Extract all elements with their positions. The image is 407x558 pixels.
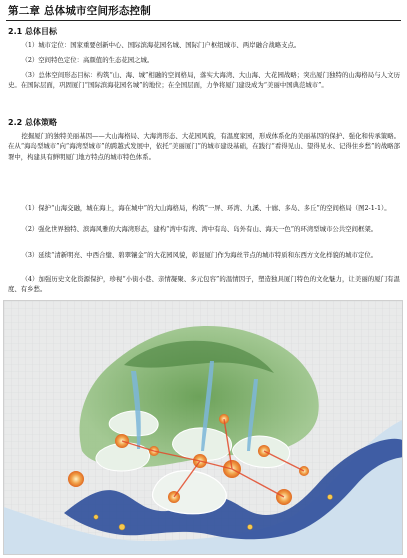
paragraph-spatial-positioning: （2）空间特色定位：高颜值的生态花园之城。 — [21, 56, 154, 64]
corridor-node — [68, 471, 84, 487]
paragraph-strategy-2: （2）强化世界独特、滨海风雅的大海湾形态，建构“湾中有湾、湾中有岛、岛外有山、海天一色”的环湾型城市公共空间框架。 — [21, 225, 378, 233]
map-graphic — [4, 301, 403, 555]
spatial-pattern-map — [3, 300, 403, 555]
chapter-header — [6, 4, 401, 21]
chapter-title: 第二章 总体城市空间形态控制 — [8, 5, 151, 17]
paragraph-city-positioning: （1）城市定位：国家重要创新中心、国际滨海花园名城、国际门户枢纽城市、两岸融合战略支点。 — [21, 41, 301, 49]
paragraph-strategy-1: （1）保护“山海交融，城在海上，海在城中”的大山海格局，构筑“一屏、环湾、九溪、十廊、多岛、多丘”的空间格局（图2-1-1）。 — [21, 204, 391, 212]
paragraph-spatial-goal: （3）总体空间形态目标：构筑“山、海、城”相融的空间格局，落实大海湾、大山海、大花园战略；突出厦门独特的山海格局与人文历史。在国际层面，巩固厦门“国际滨海花园名城”的地位；在全国层面，力争将厦门建设成为“美丽中国典范城市”。 — [8, 71, 400, 90]
paragraph-strategy-intro: 挖掘厦门的独特美丽基因——大山海格局、大海湾形态、大花园风貌，有温度家园，形成体系化的美丽基因的保护、强化和传承策略。在从“海岛型城市”向“海湾型城市”的跨越式发展中，依托“美丽厦门”的城市建设基础，在践行“看得见山、望得见水、记得住乡愁”的战略部署中，构建具有鲜明厦门地方特点的城市特色体系。 — [8, 132, 400, 161]
paragraph-strategy-4: （4）加强历史文化资源保护，珍视“小街小巷、亲情凝聚、多元包容”的温情因子，塑造独具厦门特色的文化魅力，让美丽的厦门有温度、有乡愁。 — [8, 275, 400, 294]
section-heading-strategy: 2.2 总体策略 — [8, 118, 57, 127]
paragraph-strategy-3: （3）延续“清新明亮、中西合璧、碧翠镶金”的大花园风貌，彰显厦门作为海丝节点的城市特质和东西方文化样貌的城市定位。 — [21, 251, 378, 259]
section-heading-goals: 2.1 总体目标 — [8, 27, 57, 36]
